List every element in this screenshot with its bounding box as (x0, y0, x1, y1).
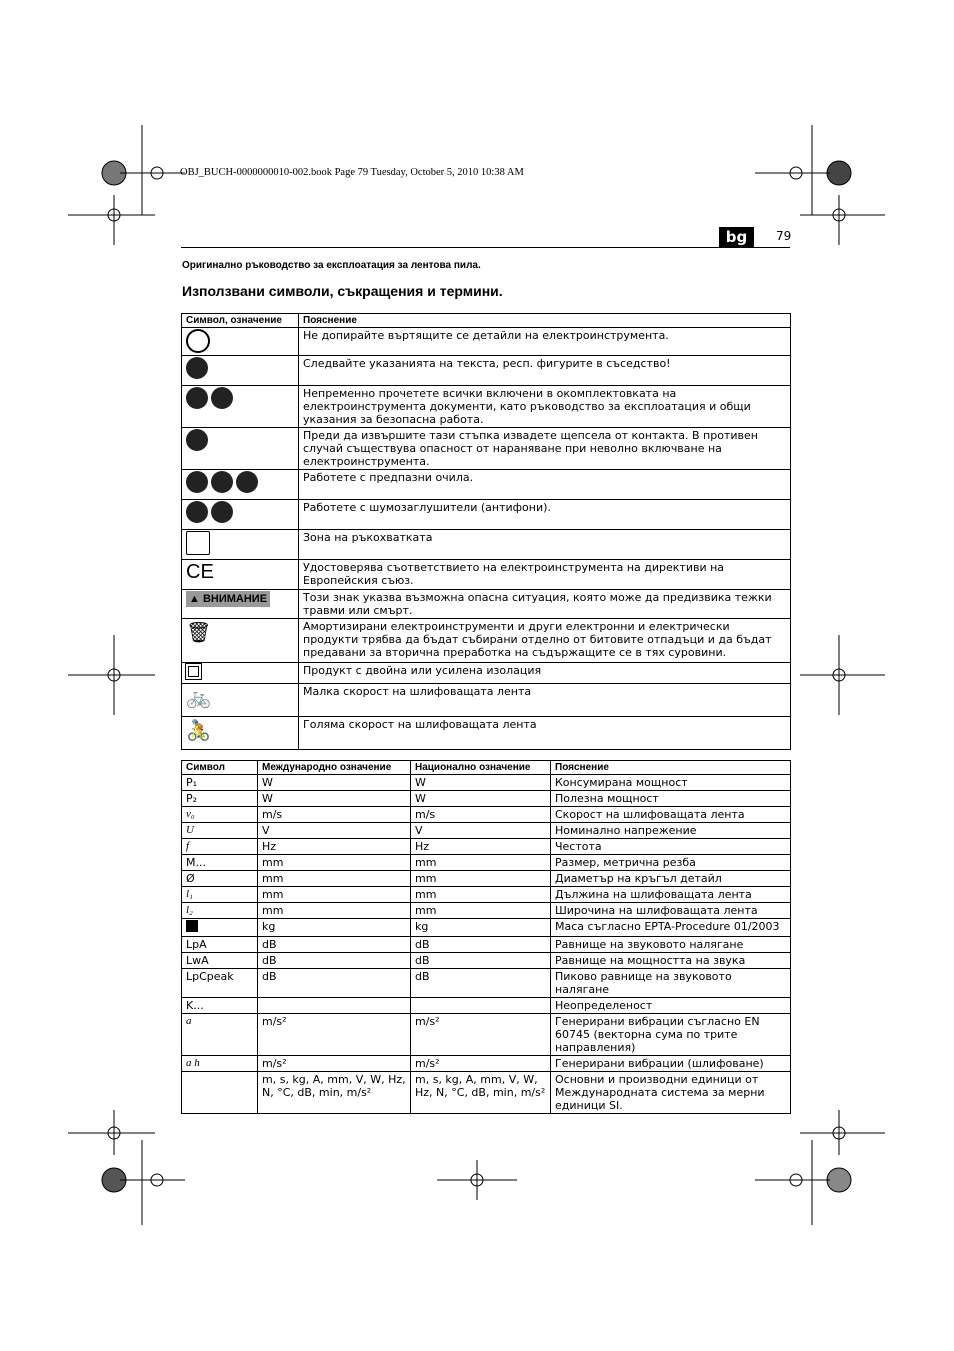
table-cell: Равнище на мощността на звука (551, 953, 791, 969)
table-row (182, 807, 791, 823)
table-cell: kg (258, 919, 411, 937)
table-cell: m, s, kg, A, mm, V, W, Hz, N, °C, dB, min, m/s² (411, 1072, 551, 1114)
table-cell: Удостоверява съответствието на електроинструмента на директиви на Европейския съюз. (299, 560, 791, 590)
table-cell: m/s² (411, 1014, 551, 1056)
table-cell: m/s² (258, 1056, 411, 1072)
unplug-icon (182, 428, 299, 470)
table-cell: Скорост на шлифоващата лента (551, 807, 791, 823)
table-cell: Консумирана мощност (551, 775, 791, 791)
symbol-cell: Ø (182, 871, 258, 887)
table-cell: dB (258, 969, 411, 998)
table-cell: kg (411, 919, 551, 937)
table-cell: mm (258, 887, 411, 903)
symbol-cell: a h (182, 1056, 258, 1072)
warning-icon: ▲ ВНИМАНИЕ (182, 590, 299, 619)
table-row (182, 1056, 791, 1072)
table-cell (411, 998, 551, 1014)
table-cell: m/s (411, 807, 551, 823)
table-cell: Полезна мощност (551, 791, 791, 807)
table-cell: dB (411, 953, 551, 969)
weight-icon (186, 920, 198, 932)
table-cell: Пиково равнище на звуковото налягане (551, 969, 791, 998)
table-cell: mm (258, 903, 411, 919)
table-cell: Преди да извършите тази стъпка извадете щепсела от контакта. В противен случай съществува опасност от нараняване при неволно включване на електроинструмента. (299, 428, 791, 470)
table-cell: W (411, 791, 551, 807)
table-row (182, 903, 791, 919)
symbol-cell: M... (182, 855, 258, 871)
table-cell: Работете с предпазни очила. (299, 470, 791, 500)
table-header: Международно означение (258, 761, 411, 775)
table-cell: Hz (258, 839, 411, 855)
table-cell: Честота (551, 839, 791, 855)
table-cell: Не допирайте въртящите се детайли на електроинструмента. (299, 328, 791, 356)
symbol-cell: v₀ (182, 807, 258, 823)
table-cell: dB (258, 937, 411, 953)
symbol-cell: LwA (182, 953, 258, 969)
table-cell: dB (411, 937, 551, 953)
table-cell: Диаметър на кръгъл детайл (551, 871, 791, 887)
table-cell: mm (258, 855, 411, 871)
table-cell: W (258, 791, 411, 807)
table-cell: Размер, метрична резба (551, 855, 791, 871)
table-row (182, 839, 791, 855)
symbol-cell: l₁ (182, 887, 258, 903)
warning-label: ВНИМАНИЕ (202, 593, 268, 605)
fast-speed-icon: 🚴 (182, 717, 299, 750)
page-number: 79 (776, 229, 792, 243)
read-manual-icon (182, 386, 299, 428)
table-cell: mm (411, 871, 551, 887)
table-cell: dB (258, 953, 411, 969)
symbol-cell: a (182, 1014, 258, 1056)
table-cell: dB (411, 969, 551, 998)
table-cell: V (411, 823, 551, 839)
section-title: Използвани символи, съкращения и термини. (182, 283, 503, 299)
header-rule (181, 247, 790, 248)
ce-mark-icon (182, 560, 299, 590)
table-row (182, 998, 791, 1014)
table-row (182, 919, 791, 937)
symbol-cell: LpCpeak (182, 969, 258, 998)
ear-protection-icon (182, 500, 299, 530)
table-cell: Неопределеност (551, 998, 791, 1014)
symbols-table (181, 313, 791, 750)
units-table (181, 760, 791, 1114)
table-cell: Продукт с двойна или усилена изолация (299, 663, 791, 684)
table-cell: Дължина на шлифоващата лента (551, 887, 791, 903)
table-row (182, 871, 791, 887)
table-cell: Основни и производни единици от Международната система за мерни единици SI. (551, 1072, 791, 1114)
double-insulation-icon (182, 663, 299, 684)
table-cell: W (258, 775, 411, 791)
table-cell: m/s (258, 807, 411, 823)
symbol-cell: K... (182, 998, 258, 1014)
table-cell: W (411, 775, 551, 791)
language-badge: bg (719, 227, 754, 247)
table-cell: Широчина на шлифоващата лента (551, 903, 791, 919)
table-header: Пояснение (299, 314, 791, 328)
slow-speed-icon: 🚲 (182, 684, 299, 717)
print-info: OBJ_BUCH-0000000010-002.book Page 79 Tuesday, October 5, 2010 10:38 AM (180, 167, 524, 178)
table-cell: Голяма скорост на шлифоващата лента (299, 717, 791, 750)
table-row (182, 969, 791, 998)
table-cell: Малка скорост на шлифоващата лента (299, 684, 791, 717)
table-cell: Номинално напрежение (551, 823, 791, 839)
table-cell: Hz (411, 839, 551, 855)
table-cell (258, 998, 411, 1014)
table-cell: mm (411, 855, 551, 871)
table-row (182, 823, 791, 839)
goggles-icon (182, 470, 299, 500)
table-cell: Непременно прочетете всички включени в окомплектовката на електроинструмента документи, като ръководство за експлоатация и общи указания за безопасна работа. (299, 386, 791, 428)
table-row (182, 887, 791, 903)
table-cell: Маса съгласно EPTA-Procedure 01/2003 (551, 919, 791, 937)
table-cell: Този знак указва възможна опасна ситуация, която може да предизвика тежки травми или смърт. (299, 590, 791, 619)
table-cell: mm (411, 887, 551, 903)
table-cell: mm (411, 903, 551, 919)
table-row (182, 791, 791, 807)
weee-bin-icon: 🗑 (182, 619, 299, 663)
table-row (182, 775, 791, 791)
ce-mark: CE (186, 561, 214, 583)
table-cell: m, s, kg, A, mm, V, W, Hz, N, °C, dB, min, m/s² (258, 1072, 411, 1114)
table-cell: Генерирани вибрации (шлифоване) (551, 1056, 791, 1072)
table-header: Символ, означение (182, 314, 299, 328)
table-row (182, 1072, 791, 1114)
table-cell: Равнище на звуковото налягане (551, 937, 791, 953)
table-cell: Следвайте указанията на текста, респ. фигурите в съседство! (299, 356, 791, 386)
symbol-cell: f (182, 839, 258, 855)
table-cell: V (258, 823, 411, 839)
table-header: Пояснение (551, 761, 791, 775)
attention-icon (182, 356, 299, 386)
document-subtitle: Оригинално ръководство за експлоатация за лентова пила. (182, 260, 481, 271)
table-row (182, 855, 791, 871)
no-touch-icon (182, 328, 299, 356)
table-header: Национално означение (411, 761, 551, 775)
table-cell: Амортизирани електроинструменти и други електронни и електрически продукти трябва да бъдат събирани отделно от битовите отпадъци и да бъдат предавани за вторична преработка на съдържащите се в тях суровини. (299, 619, 791, 663)
table-row (182, 1014, 791, 1056)
symbol-cell: LpA (182, 937, 258, 953)
table-row (182, 953, 791, 969)
symbol-cell (182, 1072, 258, 1114)
symbol-cell: P₂ (182, 791, 258, 807)
symbol-cell: U (182, 823, 258, 839)
grip-zone-icon (182, 530, 299, 560)
table-header: Символ (182, 761, 258, 775)
table-cell: Работете с шумозаглушители (антифони). (299, 500, 791, 530)
symbol-cell: P₁ (182, 775, 258, 791)
table-cell: m/s² (411, 1056, 551, 1072)
table-cell: mm (258, 871, 411, 887)
table-cell: Генерирани вибрации съгласно EN 60745 (векторна сума по трите направления) (551, 1014, 791, 1056)
symbol-cell: l₂ (182, 903, 258, 919)
table-row (182, 937, 791, 953)
table-cell: m/s² (258, 1014, 411, 1056)
symbol-cell (182, 919, 258, 937)
table-cell: Зона на ръкохватката (299, 530, 791, 560)
